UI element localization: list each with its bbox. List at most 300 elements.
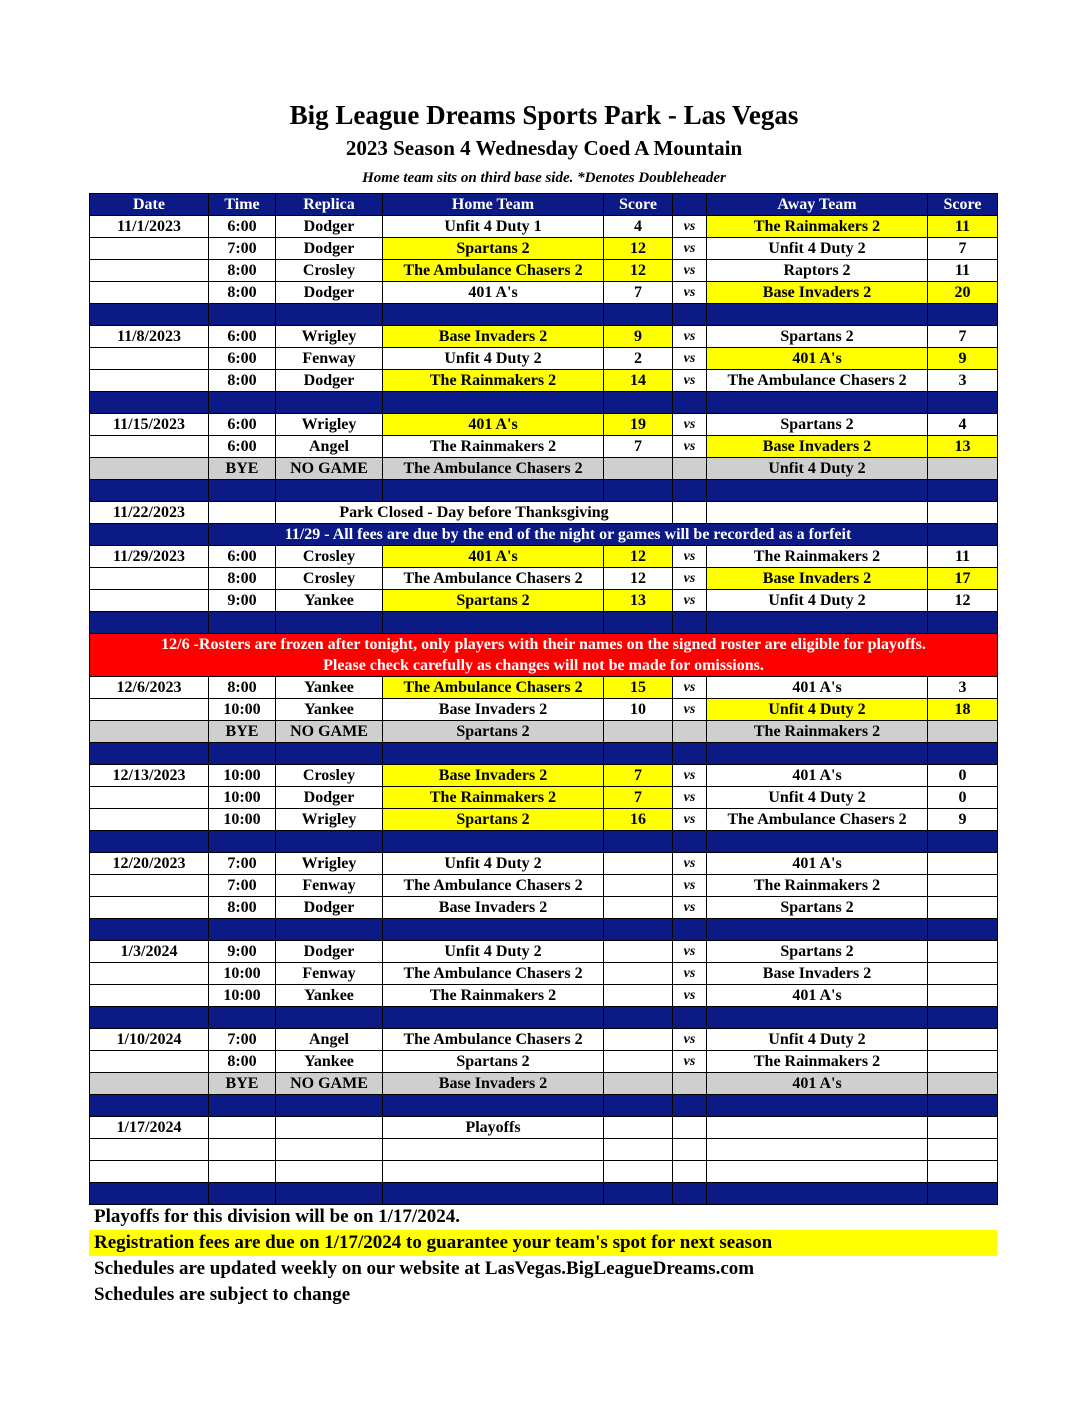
home-score-cell: 10: [604, 699, 673, 721]
away-team-cell: 401 A's: [707, 348, 928, 370]
separator-cell: [276, 1007, 383, 1029]
vs-cell: vs: [673, 216, 707, 238]
separator-cell: [209, 1007, 276, 1029]
home-score-cell: [604, 985, 673, 1007]
separator-cell: [928, 919, 998, 941]
separator-cell: [707, 1183, 928, 1205]
game-row: [90, 568, 998, 590]
separator-cell: [707, 480, 928, 502]
date-cell: [90, 787, 209, 809]
empty-cell: [383, 1139, 604, 1161]
home-team-cell: The Ambulance Chasers 2: [383, 568, 604, 590]
game-row: [90, 1051, 998, 1073]
park-closed-row: [90, 502, 998, 524]
game-row: [90, 1029, 998, 1051]
blank-row: [90, 1139, 998, 1161]
date-cell: 11/15/2023: [90, 414, 209, 436]
away-score-cell: 0: [928, 787, 998, 809]
home-score-cell: 12: [604, 260, 673, 282]
away-team-cell: Spartans 2: [707, 326, 928, 348]
notice-left-cell: [90, 524, 209, 546]
game-row: [90, 897, 998, 919]
home-score-cell: 13: [604, 590, 673, 612]
away-team-cell: [707, 502, 928, 524]
home-team-cell: The Ambulance Chasers 2: [383, 677, 604, 699]
date-cell: [90, 458, 209, 480]
date-cell: [90, 721, 209, 743]
separator-cell: [604, 304, 673, 326]
home-score-cell: [604, 853, 673, 875]
separator-cell: [276, 1183, 383, 1205]
home-team-cell: The Rainmakers 2: [383, 370, 604, 392]
separator-cell: [707, 919, 928, 941]
home-score-cell: 16: [604, 809, 673, 831]
home-score-cell: 12: [604, 546, 673, 568]
empty-cell: [604, 1117, 673, 1139]
away-score-cell: 18: [928, 699, 998, 721]
away-score-cell: 9: [928, 348, 998, 370]
away-score-cell: [928, 1073, 998, 1095]
away-team-cell: The Ambulance Chasers 2: [707, 809, 928, 831]
date-cell: 12/20/2023: [90, 853, 209, 875]
separator-cell: [209, 612, 276, 634]
separator-cell: [383, 612, 604, 634]
replica-cell: Angel: [276, 1029, 383, 1051]
empty-cell: [276, 1161, 383, 1183]
time-cell: 10:00: [209, 765, 276, 787]
date-cell: [90, 568, 209, 590]
separator-cell: [604, 1095, 673, 1117]
away-team-cell: Base Invaders 2: [707, 568, 928, 590]
home-score-cell: [604, 963, 673, 985]
away-team-cell: 401 A's: [707, 853, 928, 875]
vs-cell: vs: [673, 963, 707, 985]
separator-cell: [276, 392, 383, 414]
home-score-cell: 2: [604, 348, 673, 370]
time-cell: 7:00: [209, 238, 276, 260]
replica-cell: Yankee: [276, 985, 383, 1007]
home-team-cell: Unfit 4 Duty 1: [383, 216, 604, 238]
vs-cell: vs: [673, 568, 707, 590]
separator-cell: [673, 480, 707, 502]
week-separator-row: [90, 304, 998, 326]
home-team-cell: The Ambulance Chasers 2: [383, 875, 604, 897]
away-team-cell: The Rainmakers 2: [707, 216, 928, 238]
empty-cell: [209, 1161, 276, 1183]
time-cell: 6:00: [209, 414, 276, 436]
home-team-cell: 401 A's: [383, 282, 604, 304]
separator-cell: [707, 304, 928, 326]
closed-time-cell: [209, 502, 276, 524]
away-score-cell: [928, 897, 998, 919]
separator-cell: [928, 831, 998, 853]
separator-cell: [90, 612, 209, 634]
page-subtitle: 2023 Season 4 Wednesday Coed A Mountain: [345, 136, 743, 160]
time-cell: 6:00: [209, 348, 276, 370]
schedule-table: [89, 193, 998, 1205]
separator-cell: [90, 1183, 209, 1205]
date-cell: 12/6/2023: [90, 677, 209, 699]
vs-cell: vs: [673, 1029, 707, 1051]
empty-cell: [90, 1139, 209, 1161]
replica-cell: Yankee: [276, 1051, 383, 1073]
separator-cell: [928, 304, 998, 326]
vs-cell: vs: [673, 677, 707, 699]
separator-cell: [928, 743, 998, 765]
separator-cell: [604, 1183, 673, 1205]
vs-cell: vs: [673, 590, 707, 612]
week-separator-row: [90, 1007, 998, 1029]
away-team-cell: Base Invaders 2: [707, 436, 928, 458]
separator-cell: [90, 919, 209, 941]
date-cell: 11/22/2023: [90, 502, 209, 524]
time-cell: 8:00: [209, 260, 276, 282]
vs-cell: vs: [673, 326, 707, 348]
date-cell: 1/3/2024: [90, 941, 209, 963]
empty-cell: [928, 1117, 998, 1139]
time-cell: BYE: [209, 1073, 276, 1095]
separator-cell: [928, 1095, 998, 1117]
away-score-cell: 0: [928, 765, 998, 787]
time-cell: 9:00: [209, 590, 276, 612]
game-row: [90, 809, 998, 831]
vs-cell: vs: [673, 699, 707, 721]
footer-change-note: Schedules are subject to change: [94, 1284, 351, 1305]
replica-cell: Yankee: [276, 590, 383, 612]
empty-cell: [928, 1161, 998, 1183]
away-team-cell: 401 A's: [707, 985, 928, 1007]
separator-cell: [276, 304, 383, 326]
separator-cell: [604, 480, 673, 502]
date-cell: [90, 1073, 209, 1095]
separator-cell: [383, 1095, 604, 1117]
empty-cell: [604, 1139, 673, 1161]
separator-cell: [209, 1095, 276, 1117]
week-separator-row: [90, 831, 998, 853]
roster-alert-line2: Please check carefully as changes will not be made for omissions.: [323, 657, 764, 674]
separator-cell: [673, 1007, 707, 1029]
separator-cell: [276, 1095, 383, 1117]
separator-cell: [673, 304, 707, 326]
home-team-cell: Base Invaders 2: [383, 1073, 604, 1095]
separator-cell: [90, 1095, 209, 1117]
away-score-cell: 9: [928, 809, 998, 831]
empty-cell: [673, 1139, 707, 1161]
time-cell: 10:00: [209, 963, 276, 985]
home-team-cell: Unfit 4 Duty 2: [383, 941, 604, 963]
empty-cell: [707, 1161, 928, 1183]
away-team-cell: Base Invaders 2: [707, 282, 928, 304]
time-cell: 6:00: [209, 546, 276, 568]
date-cell: [90, 963, 209, 985]
game-row: [90, 238, 998, 260]
game-row: [90, 370, 998, 392]
away-score-cell: [928, 502, 998, 524]
footer-playoffs-note: Playoffs for this division will be on 1/17/2024.: [94, 1206, 460, 1227]
separator-cell: [209, 743, 276, 765]
home-score-cell: 19: [604, 414, 673, 436]
replica-cell: Crosley: [276, 568, 383, 590]
replica-cell: NO GAME: [276, 1073, 383, 1095]
vs-cell: vs: [673, 853, 707, 875]
home-score-cell: [604, 941, 673, 963]
vs-cell: [673, 502, 707, 524]
empty-cell: [383, 1161, 604, 1183]
replica-cell: Wrigley: [276, 326, 383, 348]
away-team-cell: Unfit 4 Duty 2: [707, 1029, 928, 1051]
replica-cell: Dodger: [276, 282, 383, 304]
bye-row: [90, 1073, 998, 1095]
game-row: [90, 985, 998, 1007]
time-cell: BYE: [209, 458, 276, 480]
home-team-cell: Spartans 2: [383, 238, 604, 260]
away-score-cell: [928, 985, 998, 1007]
game-row: [90, 436, 998, 458]
home-team-cell: Spartans 2: [383, 1051, 604, 1073]
home-score-cell: 14: [604, 370, 673, 392]
time-cell: 7:00: [209, 1029, 276, 1051]
separator-cell: [209, 480, 276, 502]
empty-cell: [276, 1139, 383, 1161]
vs-cell: vs: [673, 282, 707, 304]
replica-cell: Yankee: [276, 677, 383, 699]
blank-row: [90, 1161, 998, 1183]
game-row: [90, 677, 998, 699]
date-cell: [90, 985, 209, 1007]
replica-cell: Dodger: [276, 787, 383, 809]
empty-cell: [209, 1139, 276, 1161]
date-cell: [90, 809, 209, 831]
home-score-cell: [604, 897, 673, 919]
separator-cell: [673, 612, 707, 634]
date-cell: 1/10/2024: [90, 1029, 209, 1051]
home-score-cell: [604, 875, 673, 897]
home-score-cell: [604, 458, 673, 480]
separator-cell: [276, 743, 383, 765]
separator-cell: [928, 1007, 998, 1029]
week-separator-row: [90, 480, 998, 502]
replica-cell: Crosley: [276, 546, 383, 568]
home-score-cell: 12: [604, 238, 673, 260]
replica-cell: Crosley: [276, 260, 383, 282]
footer-website-note: Schedules are updated weekly on our website at LasVegas.BigLeagueDreams.com: [94, 1258, 755, 1279]
empty-cell: [707, 1117, 928, 1139]
away-score-cell: 7: [928, 326, 998, 348]
week-separator-row: [90, 743, 998, 765]
separator-cell: [276, 831, 383, 853]
roster-alert-row: [90, 634, 998, 677]
separator-cell: [604, 831, 673, 853]
time-cell: 10:00: [209, 699, 276, 721]
away-score-cell: 12: [928, 590, 998, 612]
replica-cell: Crosley: [276, 765, 383, 787]
week-separator-row: [90, 919, 998, 941]
date-cell: [90, 260, 209, 282]
home-team-cell: The Ambulance Chasers 2: [383, 458, 604, 480]
home-team-cell: The Rainmakers 2: [383, 436, 604, 458]
replica-cell: Fenway: [276, 348, 383, 370]
home-score-cell: 12: [604, 568, 673, 590]
date-cell: [90, 875, 209, 897]
vs-cell: vs: [673, 546, 707, 568]
away-team-cell: Unfit 4 Duty 2: [707, 787, 928, 809]
away-team-cell: Spartans 2: [707, 897, 928, 919]
fees-notice-text: 11/29 - All fees are due by the end of the night or games will be recorded as a forfeit: [209, 524, 928, 546]
time-cell: 9:00: [209, 941, 276, 963]
away-score-cell: 11: [928, 216, 998, 238]
game-row: [90, 765, 998, 787]
vs-cell: vs: [673, 260, 707, 282]
vs-cell: vs: [673, 436, 707, 458]
separator-cell: [673, 919, 707, 941]
playoffs-label: Playoffs: [383, 1117, 604, 1139]
away-team-cell: The Rainmakers 2: [707, 875, 928, 897]
replica-cell: Fenway: [276, 963, 383, 985]
empty-cell: [707, 1139, 928, 1161]
time-cell: 6:00: [209, 216, 276, 238]
notice-right-cell: [928, 524, 998, 546]
replica-cell: Dodger: [276, 238, 383, 260]
home-team-cell: Spartans 2: [383, 590, 604, 612]
empty-cell: [673, 1117, 707, 1139]
col-header-vs: [673, 194, 707, 216]
home-score-cell: [604, 1051, 673, 1073]
separator-cell: [90, 1007, 209, 1029]
replica-cell: Yankee: [276, 699, 383, 721]
empty-cell: [673, 1161, 707, 1183]
home-score-cell: 7: [604, 436, 673, 458]
vs-cell: vs: [673, 765, 707, 787]
time-cell: 7:00: [209, 853, 276, 875]
vs-cell: [673, 458, 707, 480]
away-team-cell: Spartans 2: [707, 414, 928, 436]
roster-alert-line1: 12/6 -Rosters are frozen after tonight, only players with their names on the signed roster are eligible for playoffs.: [161, 636, 926, 653]
away-team-cell: Spartans 2: [707, 941, 928, 963]
away-team-cell: Raptors 2: [707, 260, 928, 282]
away-score-cell: 3: [928, 677, 998, 699]
home-team-cell: Spartans 2: [383, 721, 604, 743]
away-team-cell: Base Invaders 2: [707, 963, 928, 985]
separator-cell: [673, 392, 707, 414]
table-header-row: [90, 194, 998, 216]
date-cell: [90, 1051, 209, 1073]
week-separator-row: [90, 1183, 998, 1205]
home-score-cell: [604, 721, 673, 743]
away-team-cell: 401 A's: [707, 677, 928, 699]
separator-cell: [90, 304, 209, 326]
vs-cell: vs: [673, 985, 707, 1007]
week-separator-row: [90, 1095, 998, 1117]
home-team-cell: Base Invaders 2: [383, 897, 604, 919]
time-cell: 10:00: [209, 985, 276, 1007]
home-score-cell: 15: [604, 677, 673, 699]
separator-cell: [209, 831, 276, 853]
away-score-cell: 4: [928, 414, 998, 436]
separator-cell: [928, 392, 998, 414]
home-team-cell: Base Invaders 2: [383, 699, 604, 721]
replica-cell: Wrigley: [276, 414, 383, 436]
away-team-cell: Unfit 4 Duty 2: [707, 590, 928, 612]
away-score-cell: [928, 875, 998, 897]
vs-cell: [673, 1073, 707, 1095]
separator-cell: [673, 1095, 707, 1117]
time-cell: 8:00: [209, 1051, 276, 1073]
fees-notice-row: [90, 524, 998, 546]
home-team-cell: The Ambulance Chasers 2: [383, 1029, 604, 1051]
away-score-cell: 7: [928, 238, 998, 260]
date-cell: 12/13/2023: [90, 765, 209, 787]
time-cell: 8:00: [209, 370, 276, 392]
separator-cell: [707, 612, 928, 634]
away-score-cell: [928, 721, 998, 743]
separator-cell: [673, 1183, 707, 1205]
home-team-cell: The Rainmakers 2: [383, 985, 604, 1007]
vs-cell: vs: [673, 897, 707, 919]
time-cell: 6:00: [209, 436, 276, 458]
home-score-cell: 4: [604, 216, 673, 238]
separator-cell: [604, 612, 673, 634]
separator-cell: [90, 392, 209, 414]
date-cell: [90, 590, 209, 612]
time-cell: 10:00: [209, 787, 276, 809]
vs-cell: [673, 721, 707, 743]
away-team-cell: The Rainmakers 2: [707, 1051, 928, 1073]
separator-cell: [383, 480, 604, 502]
replica-cell: Dodger: [276, 216, 383, 238]
date-cell: [90, 282, 209, 304]
week-separator-row: [90, 612, 998, 634]
replica-cell: Dodger: [276, 370, 383, 392]
away-team-cell: The Ambulance Chasers 2: [707, 370, 928, 392]
date-cell: [90, 699, 209, 721]
home-team-cell: Spartans 2: [383, 809, 604, 831]
separator-cell: [928, 480, 998, 502]
replica-cell: Wrigley: [276, 853, 383, 875]
separator-cell: [673, 743, 707, 765]
away-team-cell: The Rainmakers 2: [707, 546, 928, 568]
game-row: [90, 414, 998, 436]
separator-cell: [276, 480, 383, 502]
vs-cell: vs: [673, 238, 707, 260]
separator-cell: [209, 1183, 276, 1205]
game-row: [90, 326, 998, 348]
separator-cell: [209, 392, 276, 414]
bye-row: [90, 721, 998, 743]
separator-cell: [90, 480, 209, 502]
home-team-cell: 401 A's: [383, 414, 604, 436]
away-score-cell: 11: [928, 260, 998, 282]
home-team-cell: Base Invaders 2: [383, 326, 604, 348]
empty-cell: [604, 1161, 673, 1183]
separator-cell: [928, 1183, 998, 1205]
home-team-cell: The Ambulance Chasers 2: [383, 260, 604, 282]
date-cell: [90, 436, 209, 458]
away-team-cell: The Rainmakers 2: [707, 721, 928, 743]
game-row: [90, 699, 998, 721]
separator-cell: [383, 1007, 604, 1029]
away-score-cell: 13: [928, 436, 998, 458]
away-team-cell: Unfit 4 Duty 2: [707, 238, 928, 260]
game-row: [90, 590, 998, 612]
vs-cell: vs: [673, 414, 707, 436]
replica-cell: [276, 1117, 383, 1139]
footer-registration-note: Registration fees are due on 1/17/2024 to guarantee your team's spot for next season: [89, 1230, 997, 1256]
separator-cell: [707, 1095, 928, 1117]
time-cell: BYE: [209, 721, 276, 743]
home-team-cell: Unfit 4 Duty 2: [383, 348, 604, 370]
vs-cell: vs: [673, 348, 707, 370]
home-team-cell: The Ambulance Chasers 2: [383, 963, 604, 985]
